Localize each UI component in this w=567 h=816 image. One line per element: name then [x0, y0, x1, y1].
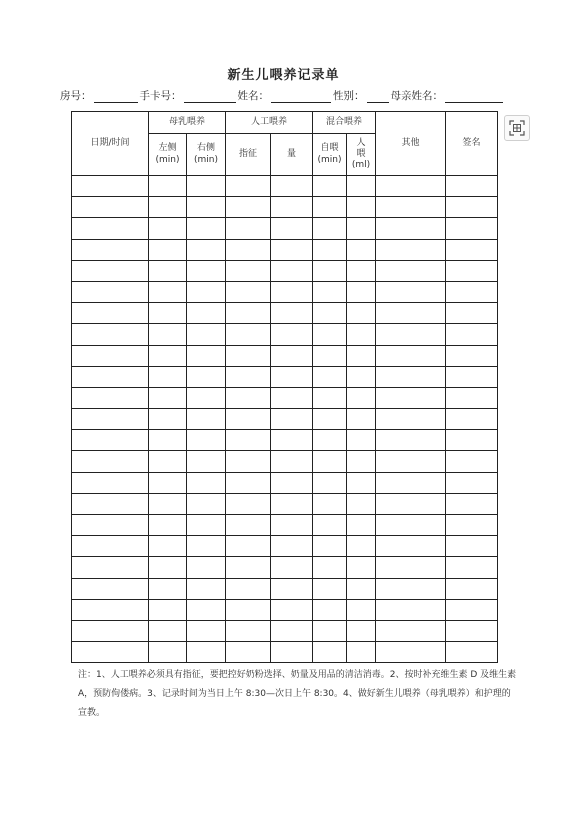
- table-cell[interactable]: [226, 366, 271, 387]
- table-cell[interactable]: [187, 303, 226, 324]
- table-cell[interactable]: [271, 345, 313, 366]
- table-cell[interactable]: [149, 409, 187, 430]
- table-cell[interactable]: [446, 176, 498, 197]
- table-cell[interactable]: [226, 599, 271, 620]
- table-cell[interactable]: [271, 620, 313, 641]
- table-cell[interactable]: [149, 493, 187, 514]
- scan-icon[interactable]: [504, 115, 530, 141]
- table-cell[interactable]: [187, 620, 226, 641]
- table-row: [72, 260, 498, 281]
- mother-name-label: 母亲姓名：: [390, 90, 443, 102]
- table-cell[interactable]: [72, 260, 149, 281]
- table-cell[interactable]: [313, 218, 347, 239]
- table-cell[interactable]: [313, 451, 347, 472]
- table-cell[interactable]: [313, 239, 347, 260]
- table-cell[interactable]: [226, 430, 271, 451]
- table-cell[interactable]: [72, 303, 149, 324]
- table-cell[interactable]: [187, 366, 226, 387]
- table-cell[interactable]: [446, 197, 498, 218]
- table-cell[interactable]: [446, 599, 498, 620]
- table-cell[interactable]: [72, 387, 149, 408]
- table-cell[interactable]: [149, 345, 187, 366]
- table-row: [72, 324, 498, 345]
- table-cell[interactable]: [149, 536, 187, 557]
- table-cell[interactable]: [226, 409, 271, 430]
- table-cell[interactable]: [376, 218, 446, 239]
- table-cell[interactable]: [376, 324, 446, 345]
- table-cell[interactable]: [187, 176, 226, 197]
- table-cell[interactable]: [313, 324, 347, 345]
- table-cell[interactable]: [347, 260, 376, 281]
- table-cell[interactable]: [226, 620, 271, 641]
- table-cell[interactable]: [347, 218, 376, 239]
- table-row: [72, 239, 498, 260]
- table-cell[interactable]: [72, 620, 149, 641]
- table-cell[interactable]: [313, 366, 347, 387]
- table-cell[interactable]: [271, 176, 313, 197]
- table-row: [72, 451, 498, 472]
- table-cell[interactable]: [446, 642, 498, 663]
- table-cell[interactable]: [347, 599, 376, 620]
- other-header: 其他: [376, 112, 446, 176]
- table-cell[interactable]: [376, 515, 446, 536]
- table-cell[interactable]: [226, 472, 271, 493]
- table-cell[interactable]: [446, 281, 498, 302]
- table-row: [72, 430, 498, 451]
- table-cell[interactable]: [226, 176, 271, 197]
- table-cell[interactable]: [313, 303, 347, 324]
- table-cell[interactable]: [187, 239, 226, 260]
- signature-header: 签名: [446, 112, 498, 176]
- document-title: 新生儿喂养记录单: [227, 68, 340, 83]
- table-cell[interactable]: [72, 409, 149, 430]
- table-cell[interactable]: [347, 557, 376, 578]
- table-cell[interactable]: [271, 493, 313, 514]
- table-cell[interactable]: [226, 197, 271, 218]
- table-cell[interactable]: [376, 536, 446, 557]
- table-cell[interactable]: [226, 281, 271, 302]
- table-cell[interactable]: [271, 387, 313, 408]
- table-cell[interactable]: [226, 578, 271, 599]
- table-cell[interactable]: [446, 303, 498, 324]
- table-cell[interactable]: [226, 451, 271, 472]
- table-cell[interactable]: [376, 387, 446, 408]
- table-cell[interactable]: [271, 303, 313, 324]
- table-cell[interactable]: [446, 260, 498, 281]
- table-cell[interactable]: [376, 239, 446, 260]
- notes-paragraph: 注：1、人工喂养必须具有指征，要把控好奶粉选择、奶量及用品的清洁消毒。2、按时补充维生素 D 及维生素 A，预防佝偻病。3、记录时间为当日上午 8:30—次日上午 8:30。4、做好新生儿喂养（母乳喂养）和护理的宣教。: [78, 670, 517, 718]
- table-row: [72, 176, 498, 197]
- table-body: [72, 176, 498, 663]
- table-row: [72, 642, 498, 663]
- table-cell[interactable]: [226, 218, 271, 239]
- table-cell[interactable]: [313, 472, 347, 493]
- artificial-feeding-header: 人工喂养: [226, 112, 313, 134]
- table-cell[interactable]: [376, 642, 446, 663]
- room-label: 房号：: [60, 90, 92, 102]
- table-cell[interactable]: [187, 536, 226, 557]
- table-cell[interactable]: [376, 366, 446, 387]
- table-cell[interactable]: [446, 578, 498, 599]
- table-cell[interactable]: [187, 324, 226, 345]
- table-cell[interactable]: [149, 197, 187, 218]
- table-cell[interactable]: [187, 218, 226, 239]
- table-cell[interactable]: [149, 620, 187, 641]
- table-cell[interactable]: [72, 430, 149, 451]
- table-row: [72, 515, 498, 536]
- scan-glyph-icon: [509, 120, 525, 136]
- table-cell[interactable]: [271, 578, 313, 599]
- table-cell[interactable]: [376, 620, 446, 641]
- table-cell[interactable]: [226, 557, 271, 578]
- table-cell[interactable]: [446, 451, 498, 472]
- table-cell[interactable]: [376, 345, 446, 366]
- table-cell[interactable]: [376, 599, 446, 620]
- patient-info-line: [60, 88, 530, 103]
- table-cell[interactable]: [347, 536, 376, 557]
- right-side-header: 右侧 (min): [187, 134, 226, 176]
- table-cell[interactable]: [149, 472, 187, 493]
- table-cell[interactable]: [226, 536, 271, 557]
- table-cell[interactable]: [72, 366, 149, 387]
- table-cell[interactable]: [446, 409, 498, 430]
- table-cell[interactable]: [149, 387, 187, 408]
- table-cell[interactable]: [347, 239, 376, 260]
- table-cell[interactable]: [376, 260, 446, 281]
- table-cell[interactable]: [347, 430, 376, 451]
- table-cell[interactable]: [72, 578, 149, 599]
- table-cell[interactable]: [226, 493, 271, 514]
- table-cell[interactable]: [347, 642, 376, 663]
- table-cell[interactable]: [446, 430, 498, 451]
- table-cell[interactable]: [347, 578, 376, 599]
- table-cell[interactable]: [376, 176, 446, 197]
- table-cell[interactable]: [271, 599, 313, 620]
- table-cell[interactable]: [187, 409, 226, 430]
- table-cell[interactable]: [149, 430, 187, 451]
- table-row: [72, 536, 498, 557]
- table-cell[interactable]: [347, 197, 376, 218]
- table-cell[interactable]: [271, 536, 313, 557]
- table-cell[interactable]: [313, 599, 347, 620]
- table-cell[interactable]: [446, 493, 498, 514]
- table-cell[interactable]: [149, 578, 187, 599]
- table-cell[interactable]: [271, 515, 313, 536]
- table-cell[interactable]: [226, 642, 271, 663]
- table-cell[interactable]: [446, 472, 498, 493]
- table-cell[interactable]: [347, 345, 376, 366]
- room-blank: [94, 91, 138, 103]
- table-cell[interactable]: [72, 218, 149, 239]
- table-cell[interactable]: [187, 260, 226, 281]
- table-cell[interactable]: [72, 281, 149, 302]
- table-cell[interactable]: [313, 345, 347, 366]
- table-cell[interactable]: [72, 493, 149, 514]
- table-cell[interactable]: [313, 281, 347, 302]
- table-cell[interactable]: [313, 620, 347, 641]
- table-cell[interactable]: [271, 557, 313, 578]
- self-feed-header: 自喂 (min): [313, 134, 347, 176]
- table-row: [72, 409, 498, 430]
- table-cell[interactable]: [149, 239, 187, 260]
- table-cell[interactable]: [187, 197, 226, 218]
- table-row: [72, 197, 498, 218]
- table-cell[interactable]: [187, 430, 226, 451]
- table-cell[interactable]: [149, 324, 187, 345]
- table-cell[interactable]: [72, 324, 149, 345]
- table-cell[interactable]: [187, 599, 226, 620]
- mixed-feeding-header: 混合喂养: [313, 112, 376, 134]
- table-cell[interactable]: [187, 281, 226, 302]
- table-cell[interactable]: [376, 281, 446, 302]
- table-cell[interactable]: [347, 366, 376, 387]
- table-cell[interactable]: [226, 303, 271, 324]
- table-cell[interactable]: [347, 409, 376, 430]
- table-cell[interactable]: [271, 409, 313, 430]
- table-cell[interactable]: [446, 366, 498, 387]
- table-cell[interactable]: [271, 472, 313, 493]
- table-cell[interactable]: [149, 366, 187, 387]
- table-cell[interactable]: [72, 557, 149, 578]
- name-blank: [271, 91, 331, 103]
- table-cell[interactable]: [271, 366, 313, 387]
- table-cell[interactable]: [149, 599, 187, 620]
- name-label: 姓名：: [237, 90, 269, 102]
- table-row: [72, 218, 498, 239]
- table-cell[interactable]: [271, 218, 313, 239]
- table-cell[interactable]: [187, 642, 226, 663]
- table-cell[interactable]: [376, 578, 446, 599]
- table-cell[interactable]: [347, 472, 376, 493]
- table-cell[interactable]: [313, 578, 347, 599]
- table-cell[interactable]: [446, 218, 498, 239]
- table-cell[interactable]: [187, 345, 226, 366]
- left-side-header: 左侧 (min): [149, 134, 187, 176]
- table-cell[interactable]: [313, 642, 347, 663]
- table-cell[interactable]: [187, 578, 226, 599]
- table-row: [72, 345, 498, 366]
- table-cell[interactable]: [376, 409, 446, 430]
- table-row: [72, 387, 498, 408]
- table-cell[interactable]: [347, 451, 376, 472]
- table-cell[interactable]: [347, 303, 376, 324]
- table-cell[interactable]: [271, 451, 313, 472]
- table-cell[interactable]: [313, 387, 347, 408]
- table-cell[interactable]: [72, 239, 149, 260]
- table-cell[interactable]: [72, 599, 149, 620]
- table-cell[interactable]: [226, 324, 271, 345]
- table-cell[interactable]: [376, 451, 446, 472]
- table-row: [72, 599, 498, 620]
- table-cell[interactable]: [446, 620, 498, 641]
- table-cell[interactable]: [376, 303, 446, 324]
- table-cell[interactable]: [226, 345, 271, 366]
- table-cell[interactable]: [271, 239, 313, 260]
- table-row: [72, 281, 498, 302]
- table-cell[interactable]: [446, 324, 498, 345]
- table-cell[interactable]: [376, 493, 446, 514]
- table-cell[interactable]: [226, 387, 271, 408]
- table-cell[interactable]: [149, 451, 187, 472]
- table-cell[interactable]: [313, 197, 347, 218]
- table-cell[interactable]: [313, 536, 347, 557]
- gender-label: 性别：: [333, 90, 365, 102]
- breast-feeding-header: 母乳喂养: [149, 112, 226, 134]
- table-cell[interactable]: [446, 387, 498, 408]
- table-cell[interactable]: [271, 430, 313, 451]
- table-cell[interactable]: [149, 281, 187, 302]
- table-cell[interactable]: [72, 536, 149, 557]
- card-label: 手卡号：: [139, 90, 182, 102]
- mother-name-blank: [445, 91, 503, 103]
- table-cell[interactable]: [149, 642, 187, 663]
- table-cell[interactable]: [446, 239, 498, 260]
- table-cell[interactable]: [226, 239, 271, 260]
- table-cell[interactable]: [72, 345, 149, 366]
- table-cell[interactable]: [149, 515, 187, 536]
- table-row: [72, 493, 498, 514]
- table-row: [72, 366, 498, 387]
- table-cell[interactable]: [72, 197, 149, 218]
- table-cell[interactable]: [313, 430, 347, 451]
- table-cell[interactable]: [347, 515, 376, 536]
- table-cell[interactable]: [376, 472, 446, 493]
- feeding-record-table: [71, 111, 498, 663]
- table-cell[interactable]: [376, 430, 446, 451]
- table-row: [72, 557, 498, 578]
- table-cell[interactable]: [376, 557, 446, 578]
- table-cell[interactable]: [187, 557, 226, 578]
- table-cell[interactable]: [313, 515, 347, 536]
- indication-header: 指征: [226, 134, 271, 176]
- table-cell[interactable]: [72, 515, 149, 536]
- date-time-header: 日期/时间: [72, 112, 149, 176]
- table-cell[interactable]: [446, 345, 498, 366]
- table-cell[interactable]: [271, 324, 313, 345]
- table-cell[interactable]: [313, 493, 347, 514]
- table-cell[interactable]: [72, 176, 149, 197]
- table-cell[interactable]: [149, 218, 187, 239]
- table-cell[interactable]: [187, 515, 226, 536]
- table-row: [72, 472, 498, 493]
- table-cell[interactable]: [313, 176, 347, 197]
- table-cell[interactable]: [226, 260, 271, 281]
- table-cell[interactable]: [313, 557, 347, 578]
- table-cell[interactable]: [446, 536, 498, 557]
- table-cell[interactable]: [271, 642, 313, 663]
- table-cell[interactable]: [347, 281, 376, 302]
- table-cell[interactable]: [271, 260, 313, 281]
- table-cell[interactable]: [149, 557, 187, 578]
- table-cell[interactable]: [149, 303, 187, 324]
- table-cell[interactable]: [149, 260, 187, 281]
- table-cell[interactable]: [347, 176, 376, 197]
- table-cell[interactable]: [271, 281, 313, 302]
- table-cell[interactable]: [72, 642, 149, 663]
- table-cell[interactable]: [149, 176, 187, 197]
- table-cell[interactable]: [187, 493, 226, 514]
- table-cell[interactable]: [347, 387, 376, 408]
- human-feed-header: 人 喂 (ml): [347, 134, 376, 176]
- table-row: [72, 303, 498, 324]
- amount-header: 量: [271, 134, 313, 176]
- table-row: [72, 620, 498, 641]
- card-blank: [184, 91, 236, 103]
- table-cell[interactable]: [226, 515, 271, 536]
- table-row: [72, 578, 498, 599]
- table-cell[interactable]: [187, 472, 226, 493]
- table-cell[interactable]: [347, 493, 376, 514]
- table-cell[interactable]: [72, 472, 149, 493]
- gender-blank: [367, 91, 389, 103]
- table-cell[interactable]: [72, 451, 149, 472]
- table-cell[interactable]: [271, 197, 313, 218]
- table-cell[interactable]: [187, 451, 226, 472]
- table-cell[interactable]: [446, 557, 498, 578]
- table-cell[interactable]: [187, 387, 226, 408]
- table-cell[interactable]: [347, 324, 376, 345]
- table-cell[interactable]: [313, 409, 347, 430]
- table-cell[interactable]: [347, 620, 376, 641]
- table-cell[interactable]: [313, 260, 347, 281]
- table-cell[interactable]: [376, 197, 446, 218]
- table-cell[interactable]: [446, 515, 498, 536]
